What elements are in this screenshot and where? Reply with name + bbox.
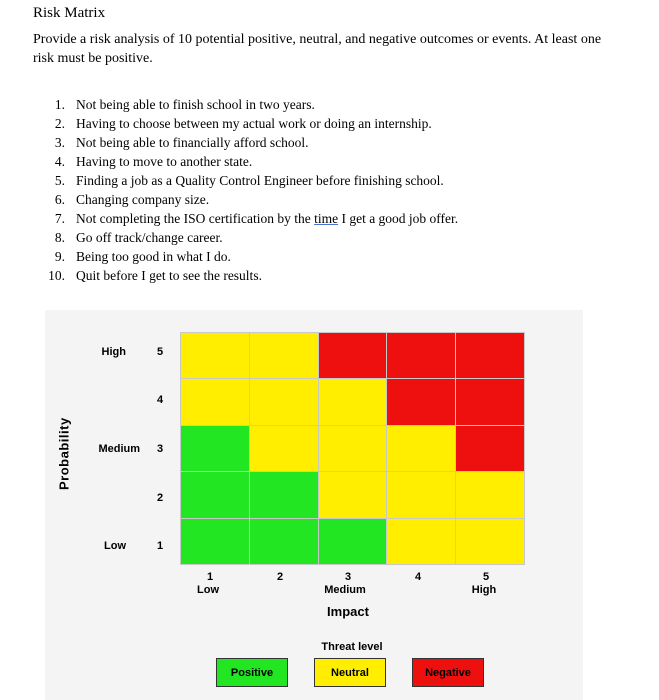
list-item: [33, 152, 633, 171]
matrix-cell-neutral: [250, 426, 319, 472]
matrix-cell-neutral: [456, 472, 525, 518]
matrix-cell-neutral: [181, 333, 250, 379]
list-item: [33, 247, 633, 266]
list-item: [33, 209, 633, 228]
intro-paragraph: Provide a risk analysis of 10 potential positive, neutral, and negative outcomes or events. At least one risk must be positive.: [33, 32, 602, 66]
list-text: Quit before I get to see the results.: [76, 268, 262, 283]
list-number: 4.: [54, 154, 65, 169]
matrix-cell-neutral: [319, 472, 388, 518]
y-tick-label: 4: [156, 394, 164, 406]
matrix-cell-neutral: [250, 379, 319, 425]
list-text: Changing company size.: [76, 192, 210, 207]
list-item: [33, 190, 633, 209]
list-text: Go off track/change career.: [76, 230, 223, 245]
matrix-cell-negative: [456, 333, 525, 379]
matrix-cell-neutral: [387, 426, 456, 472]
list-item: [33, 266, 633, 285]
y-level-label-high: High: [101, 346, 126, 358]
x-tick-label: 2: [276, 571, 284, 583]
x-axis-title: Impact: [327, 604, 369, 619]
list-item: [33, 133, 633, 152]
y-tick-label: 5: [156, 346, 164, 358]
list-text: Being too good in what I do.: [76, 249, 231, 264]
list-number: 9.: [54, 249, 65, 264]
list-number: 5.: [54, 173, 65, 188]
list-number: 7.: [54, 211, 65, 226]
list-number: 8.: [54, 230, 65, 245]
matrix-cell-negative: [319, 333, 388, 379]
list-text: Not being able to financially afford school.: [76, 135, 309, 150]
list-text: Not being able to finish school in two years.: [76, 97, 315, 112]
list-item: [33, 228, 633, 247]
list-number: 10.: [48, 268, 65, 283]
y-axis-title: Probability: [56, 417, 72, 490]
matrix-cell-neutral: [319, 379, 388, 425]
y-tick-label: 3: [156, 443, 164, 455]
risk-list: [33, 95, 633, 285]
list-number: 2.: [54, 116, 65, 131]
risk-matrix-grid: [180, 332, 525, 565]
x-tick-label: 5: [482, 571, 490, 583]
x-tick-label: 4: [414, 571, 422, 583]
x-tick-label: 1: [206, 571, 214, 583]
spellcheck-underlined-word: time: [314, 211, 339, 226]
legend-title: Threat level: [321, 641, 383, 653]
matrix-cell-positive: [181, 426, 250, 472]
list-item: [33, 95, 633, 114]
matrix-cell-positive: [250, 472, 319, 518]
x-tick-label: 3: [344, 571, 352, 583]
y-level-label-medium: Medium: [98, 443, 140, 455]
y-tick-label: 1: [156, 540, 164, 552]
matrix-cell-negative: [387, 333, 456, 379]
x-level-label-low: Low: [197, 584, 219, 596]
list-item: [33, 114, 633, 133]
list-number: 3.: [54, 135, 65, 150]
matrix-cell-neutral: [456, 519, 525, 565]
matrix-cell-neutral: [319, 426, 388, 472]
x-level-label-medium: Medium: [324, 584, 366, 596]
matrix-cell-neutral: [181, 379, 250, 425]
list-item: [33, 171, 633, 190]
legend-item-negative: Negative: [412, 658, 484, 687]
list-text-part: I get a good job offer.: [338, 211, 459, 226]
matrix-cell-neutral: [250, 333, 319, 379]
matrix-cell-neutral: [387, 519, 456, 565]
matrix-cell-positive: [181, 519, 250, 565]
list-text: Finding a job as a Quality Control Engineer before finishing school.: [76, 173, 444, 188]
legend-item-neutral: Neutral: [314, 658, 386, 687]
x-level-label-high: High: [471, 584, 497, 596]
page-title: Risk Matrix: [33, 5, 106, 21]
matrix-cell-positive: [181, 472, 250, 518]
matrix-cell-positive: [250, 519, 319, 565]
matrix-cell-negative: [456, 379, 525, 425]
matrix-cell-neutral: [387, 472, 456, 518]
list-text: Having to move to another state.: [76, 154, 253, 169]
list-text: Having to choose between my actual work or doing an internship.: [76, 116, 432, 131]
list-number: 6.: [54, 192, 65, 207]
matrix-cell-positive: [319, 519, 388, 565]
list-text-part: Not completing the ISO certification by the: [76, 211, 315, 226]
y-level-label-low: Low: [104, 540, 126, 552]
list-number: 1.: [54, 97, 65, 112]
legend-item-positive: Positive: [216, 658, 288, 687]
matrix-cell-negative: [456, 426, 525, 472]
y-tick-label: 2: [156, 492, 164, 504]
matrix-cell-negative: [387, 379, 456, 425]
